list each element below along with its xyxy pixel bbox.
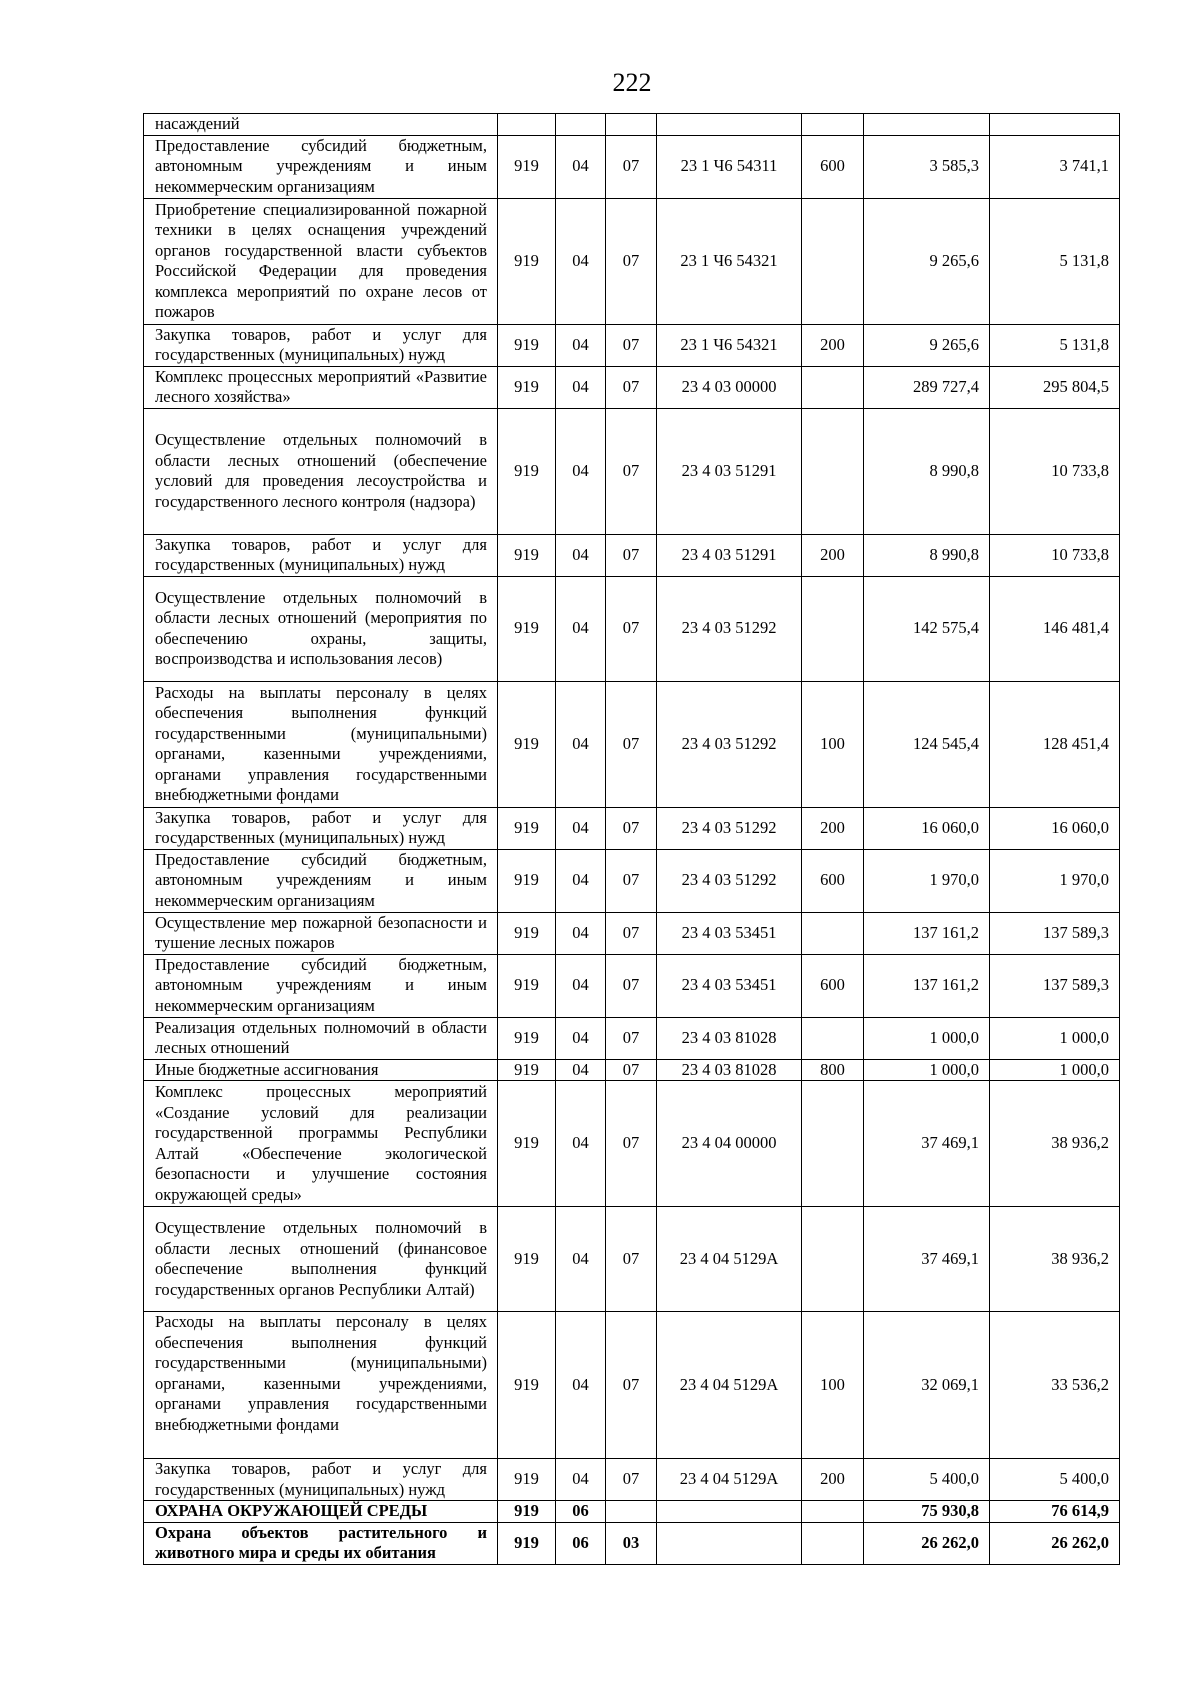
subsection-code: 07 [606, 1459, 657, 1501]
amount-year-1 [864, 114, 990, 136]
expense-type-code [802, 114, 864, 136]
expense-type-code [802, 576, 864, 681]
amount-year-1: 124 545,4 [864, 681, 990, 807]
table-row [144, 1459, 1120, 1501]
amount-year-1: 1 000,0 [864, 1059, 990, 1081]
budget-table [143, 113, 1120, 1565]
table-row [144, 1501, 1120, 1523]
target-article-code: 23 4 03 51292 [657, 849, 802, 912]
subsection-code: 07 [606, 576, 657, 681]
amount-year-2: 137 589,3 [990, 912, 1120, 954]
subsection-code: 07 [606, 681, 657, 807]
table-row [144, 681, 1120, 807]
amount-year-1: 37 469,1 [864, 1207, 990, 1312]
amount-year-1: 137 161,2 [864, 954, 990, 1017]
row-name: Охрана объектов растительного и животного мира и среды их обитания [144, 1522, 498, 1564]
section-code: 04 [556, 1312, 606, 1459]
amount-year-2: 10 733,8 [990, 534, 1120, 576]
subsection-code: 07 [606, 534, 657, 576]
subsection-code: 07 [606, 807, 657, 849]
amount-year-1: 8 990,8 [864, 534, 990, 576]
section-code [556, 114, 606, 136]
target-article-code: 23 4 04 5129А [657, 1459, 802, 1501]
expense-type-code: 200 [802, 324, 864, 366]
row-name: Комплекс процессных мероприятий «Создание условий для реализации государственной программы Республики Алтай «Обеспечение экологической безопасности и улучшение состояния окружающей среды» [144, 1081, 498, 1207]
row-name: Осуществление мер пожарной безопасности и тушение лесных пожаров [144, 912, 498, 954]
expense-type-code: 200 [802, 807, 864, 849]
subsection-code [606, 114, 657, 136]
section-code: 04 [556, 1081, 606, 1207]
amount-year-2: 1 000,0 [990, 1017, 1120, 1059]
amount-year-1: 8 990,8 [864, 408, 990, 534]
admin-code: 919 [498, 408, 556, 534]
expense-type-code: 600 [802, 954, 864, 1017]
row-name: Закупка товаров, работ и услуг для государственных (муниципальных) нужд [144, 1459, 498, 1501]
row-name: Реализация отдельных полномочий в области лесных отношений [144, 1017, 498, 1059]
target-article-code: 23 4 03 51292 [657, 807, 802, 849]
amount-year-1: 1 000,0 [864, 1017, 990, 1059]
subsection-code: 07 [606, 912, 657, 954]
expense-type-code: 100 [802, 681, 864, 807]
amount-year-2: 5 131,8 [990, 324, 1120, 366]
admin-code: 919 [498, 1081, 556, 1207]
subsection-code: 07 [606, 198, 657, 324]
admin-code: 919 [498, 366, 556, 408]
table-row [144, 135, 1120, 198]
table-row [144, 114, 1120, 136]
expense-type-code [802, 366, 864, 408]
admin-code [498, 114, 556, 136]
amount-year-2: 26 262,0 [990, 1522, 1120, 1564]
row-name: Осуществление отдельных полномочий в области лесных отношений (мероприятия по обеспечению охраны, защиты, воспроизводства и использования лесов) [144, 576, 498, 681]
table-row [144, 954, 1120, 1017]
row-name: Осуществление отдельных полномочий в области лесных отношений (обеспечение условий для проведения лесоустройства и государственного лесного контроля (надзора) [144, 408, 498, 534]
table-row [144, 576, 1120, 681]
section-code: 04 [556, 135, 606, 198]
amount-year-1: 37 469,1 [864, 1081, 990, 1207]
section-code: 04 [556, 807, 606, 849]
target-article-code: 23 1 Ч6 54321 [657, 198, 802, 324]
table-row [144, 408, 1120, 534]
amount-year-2: 128 451,4 [990, 681, 1120, 807]
section-code: 04 [556, 198, 606, 324]
expense-type-code: 600 [802, 135, 864, 198]
table-row [144, 1522, 1120, 1564]
amount-year-1: 9 265,6 [864, 324, 990, 366]
subsection-code: 07 [606, 366, 657, 408]
subsection-code: 07 [606, 1312, 657, 1459]
row-name: Закупка товаров, работ и услуг для государственных (муниципальных) нужд [144, 807, 498, 849]
target-article-code: 23 4 04 00000 [657, 1081, 802, 1207]
expense-type-code: 100 [802, 1312, 864, 1459]
section-code: 06 [556, 1501, 606, 1523]
admin-code: 919 [498, 681, 556, 807]
admin-code: 919 [498, 198, 556, 324]
expense-type-code [802, 408, 864, 534]
expense-type-code [802, 1501, 864, 1523]
table-row [144, 534, 1120, 576]
target-article-code: 23 4 03 81028 [657, 1059, 802, 1081]
amount-year-2: 33 536,2 [990, 1312, 1120, 1459]
admin-code: 919 [498, 1522, 556, 1564]
expense-type-code [802, 1207, 864, 1312]
section-code: 04 [556, 324, 606, 366]
target-article-code: 23 4 03 51292 [657, 681, 802, 807]
target-article-code: 23 4 03 81028 [657, 1017, 802, 1059]
table-row [144, 198, 1120, 324]
row-name: Закупка товаров, работ и услуг для государственных (муниципальных) нужд [144, 534, 498, 576]
section-code: 06 [556, 1522, 606, 1564]
row-name: Осуществление отдельных полномочий в области лесных отношений (финансовое обеспечение выполнения функций государственных органов Республики Алтай) [144, 1207, 498, 1312]
row-name: Расходы на выплаты персоналу в целях обеспечения выполнения функций государственными (муниципальными) органами, казенными учреждениями, органами управления государственными внебюджетными фондами [144, 681, 498, 807]
amount-year-1: 16 060,0 [864, 807, 990, 849]
subsection-code: 07 [606, 1017, 657, 1059]
amount-year-2: 5 131,8 [990, 198, 1120, 324]
admin-code: 919 [498, 1501, 556, 1523]
subsection-code: 07 [606, 408, 657, 534]
target-article-code: 23 4 04 5129А [657, 1207, 802, 1312]
row-name: Предоставление субсидий бюджетным, автономным учреждениям и иным некоммерческим организациям [144, 135, 498, 198]
section-code: 04 [556, 1017, 606, 1059]
page-number: 222 [612, 68, 652, 97]
amount-year-1: 137 161,2 [864, 912, 990, 954]
row-name: ОХРАНА ОКРУЖАЮЩЕЙ СРЕДЫ [144, 1501, 498, 1523]
amount-year-2: 5 400,0 [990, 1459, 1120, 1501]
amount-year-2: 1 000,0 [990, 1059, 1120, 1081]
amount-year-2: 10 733,8 [990, 408, 1120, 534]
row-name: Предоставление субсидий бюджетным, автономным учреждениям и иным некоммерческим организациям [144, 954, 498, 1017]
amount-year-2: 3 741,1 [990, 135, 1120, 198]
section-code: 04 [556, 681, 606, 807]
section-code: 04 [556, 576, 606, 681]
table-row [144, 849, 1120, 912]
amount-year-2 [990, 114, 1120, 136]
admin-code: 919 [498, 1207, 556, 1312]
expense-type-code: 600 [802, 849, 864, 912]
target-article-code: 23 4 03 00000 [657, 366, 802, 408]
table-row [144, 912, 1120, 954]
subsection-code: 07 [606, 954, 657, 1017]
amount-year-1: 75 930,8 [864, 1501, 990, 1523]
amount-year-2: 146 481,4 [990, 576, 1120, 681]
target-article-code: 23 4 03 51292 [657, 576, 802, 681]
amount-year-1: 26 262,0 [864, 1522, 990, 1564]
amount-year-1: 1 970,0 [864, 849, 990, 912]
target-article-code [657, 1501, 802, 1523]
expense-type-code: 200 [802, 1459, 864, 1501]
amount-year-2: 295 804,5 [990, 366, 1120, 408]
admin-code: 919 [498, 954, 556, 1017]
section-code: 04 [556, 366, 606, 408]
amount-year-2: 16 060,0 [990, 807, 1120, 849]
amount-year-1: 289 727,4 [864, 366, 990, 408]
admin-code: 919 [498, 135, 556, 198]
row-name: Закупка товаров, работ и услуг для государственных (муниципальных) нужд [144, 324, 498, 366]
row-name: Приобретение специализированной пожарной техники в целях оснащения учреждений органов государственной власти субъектов Российской Федерации для проведения комплекса мероприятий по охране лесов от пожаров [144, 198, 498, 324]
section-code: 04 [556, 534, 606, 576]
expense-type-code [802, 1522, 864, 1564]
subsection-code: 07 [606, 324, 657, 366]
row-name: Иные бюджетные ассигнования [144, 1059, 498, 1081]
expense-type-code: 800 [802, 1059, 864, 1081]
target-article-code [657, 114, 802, 136]
amount-year-1: 142 575,4 [864, 576, 990, 681]
section-code: 04 [556, 849, 606, 912]
amount-year-2: 76 614,9 [990, 1501, 1120, 1523]
admin-code: 919 [498, 1059, 556, 1081]
section-code: 04 [556, 408, 606, 534]
table-row [144, 1207, 1120, 1312]
amount-year-2: 38 936,2 [990, 1207, 1120, 1312]
expense-type-code [802, 1081, 864, 1207]
amount-year-2: 137 589,3 [990, 954, 1120, 1017]
expense-type-code [802, 198, 864, 324]
admin-code: 919 [498, 1017, 556, 1059]
section-code: 04 [556, 954, 606, 1017]
subsection-code: 07 [606, 849, 657, 912]
section-code: 04 [556, 1207, 606, 1312]
admin-code: 919 [498, 1459, 556, 1501]
target-article-code: 23 4 04 5129А [657, 1312, 802, 1459]
table-row [144, 366, 1120, 408]
row-name: Расходы на выплаты персоналу в целях обеспечения выполнения функций государственными (муниципальными) органами, казенными учреждениями, органами управления государственными внебюджетными фондами [144, 1312, 498, 1459]
target-article-code: 23 4 03 53451 [657, 954, 802, 1017]
target-article-code: 23 4 03 53451 [657, 912, 802, 954]
table-row [144, 1059, 1120, 1081]
section-code: 04 [556, 1059, 606, 1081]
table-row [144, 1312, 1120, 1459]
target-article-code: 23 1 Ч6 54321 [657, 324, 802, 366]
table-row [144, 324, 1120, 366]
table-row [144, 1081, 1120, 1207]
target-article-code: 23 4 03 51291 [657, 534, 802, 576]
subsection-code: 07 [606, 1059, 657, 1081]
section-code: 04 [556, 1459, 606, 1501]
amount-year-2: 1 970,0 [990, 849, 1120, 912]
subsection-code: 07 [606, 1207, 657, 1312]
row-name: Предоставление субсидий бюджетным, автономным учреждениям и иным некоммерческим организациям [144, 849, 498, 912]
admin-code: 919 [498, 807, 556, 849]
amount-year-1: 3 585,3 [864, 135, 990, 198]
row-name: Комплекс процессных мероприятий «Развитие лесного хозяйства» [144, 366, 498, 408]
amount-year-1: 5 400,0 [864, 1459, 990, 1501]
admin-code: 919 [498, 849, 556, 912]
subsection-code: 07 [606, 135, 657, 198]
target-article-code: 23 4 03 51291 [657, 408, 802, 534]
amount-year-2: 38 936,2 [990, 1081, 1120, 1207]
section-code: 04 [556, 912, 606, 954]
row-name: насаждений [144, 114, 498, 136]
admin-code: 919 [498, 534, 556, 576]
budget-table-body [144, 114, 1120, 1565]
expense-type-code [802, 912, 864, 954]
target-article-code: 23 1 Ч6 54311 [657, 135, 802, 198]
amount-year-1: 32 069,1 [864, 1312, 990, 1459]
subsection-code: 07 [606, 1081, 657, 1207]
expense-type-code: 200 [802, 534, 864, 576]
expense-type-code [802, 1017, 864, 1059]
admin-code: 919 [498, 576, 556, 681]
subsection-code: 03 [606, 1522, 657, 1564]
table-row [144, 1017, 1120, 1059]
subsection-code [606, 1501, 657, 1523]
admin-code: 919 [498, 324, 556, 366]
amount-year-1: 9 265,6 [864, 198, 990, 324]
target-article-code [657, 1522, 802, 1564]
admin-code: 919 [498, 1312, 556, 1459]
admin-code: 919 [498, 912, 556, 954]
table-row [144, 807, 1120, 849]
